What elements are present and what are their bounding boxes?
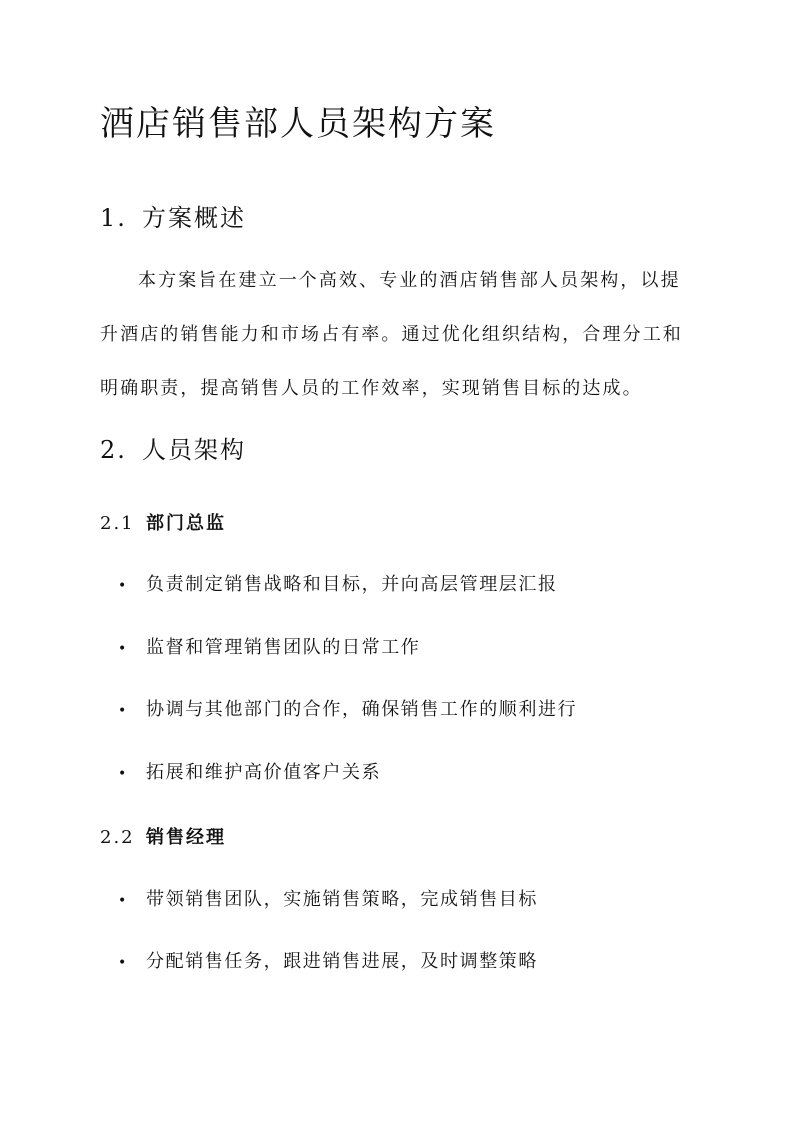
list-item-text: 带领销售团队，实施销售策略，完成销售目标 (146, 889, 538, 910)
bullet-icon: • (118, 703, 128, 719)
section-1-number: 1. (100, 204, 127, 232)
paragraph-line: 明确职责，提高销售人员的工作效率，实现销售目标的达成。 (100, 378, 643, 399)
list-item (118, 633, 420, 659)
list-item-text: 监督和管理销售团队的日常工作 (146, 637, 421, 658)
list-item-text: 协调与其他部门的合作，确保销售工作的顺利进行 (146, 699, 578, 720)
section-2-heading (100, 430, 246, 465)
section-1-heading (100, 198, 246, 233)
section-2-title: 人员架构 (142, 436, 246, 464)
list-item-text: 分配销售任务，跟进销售进展，及时调整策略 (146, 951, 538, 972)
subsection-2-2-number: 2.2 (100, 827, 135, 848)
bullet-icon: • (118, 578, 128, 594)
list-item (118, 695, 577, 721)
list-item (118, 758, 381, 784)
subsection-2-1-heading (100, 509, 226, 535)
subsection-2-2-heading (100, 823, 226, 849)
bullet-icon: • (118, 955, 128, 971)
list-item-text: 拓展和维护高价值客户关系 (146, 762, 382, 783)
subsection-2-1-number: 2.1 (100, 513, 135, 534)
list-item-text: 负责制定销售战略和目标，并向高层管理层汇报 (146, 574, 558, 595)
section-2-number: 2. (100, 436, 127, 464)
paragraph-line: 升酒店的销售能力和市场占有率。通过优化组织结构，合理分工和 (100, 324, 683, 345)
section-1-title: 方案概述 (142, 204, 246, 232)
bullet-icon: • (118, 641, 128, 657)
bullet-icon: • (118, 766, 128, 782)
list-item (118, 947, 538, 973)
bullet-icon: • (118, 893, 128, 909)
paragraph-line: 本方案旨在建立一个高效、专业的酒店销售部人员架构，以提 (138, 270, 681, 291)
list-item (118, 885, 538, 911)
list-item (118, 570, 558, 596)
subsection-2-1-title: 部门总监 (146, 513, 226, 534)
subsection-2-2-title: 销售经理 (146, 827, 226, 848)
section-1-paragraph (100, 266, 700, 428)
page-title: 酒店销售部人员架构方案 (100, 104, 496, 144)
